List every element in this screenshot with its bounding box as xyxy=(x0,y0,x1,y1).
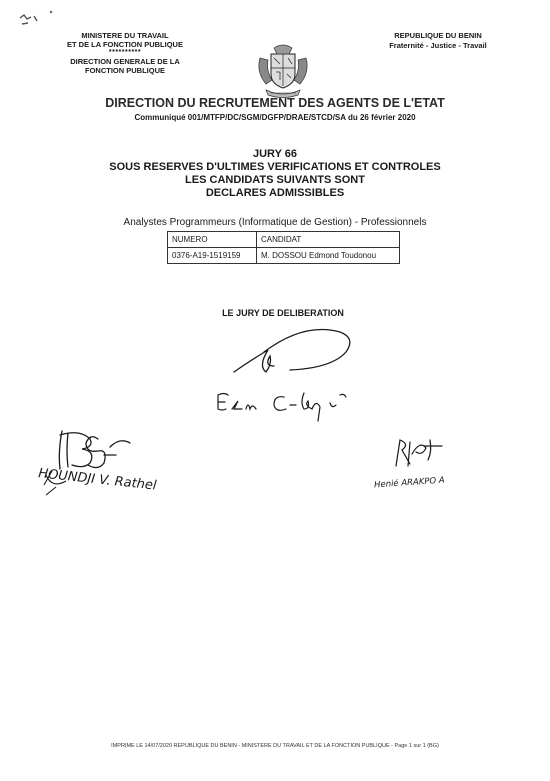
signature-center-name xyxy=(212,383,362,423)
ministry-line2: ET DE LA FONCTION PUBLIQUE xyxy=(67,40,183,49)
direction-line2: FONCTION PUBLIQUE xyxy=(85,66,165,75)
header-right xyxy=(372,31,504,51)
column-header-candidat: CANDIDAT xyxy=(257,232,400,248)
national-motto: Fraternité - Justice - Travail xyxy=(389,41,487,50)
jury-line3: LES CANDIDATS SUIVANTS SONT xyxy=(185,174,365,186)
signature-right-name xyxy=(374,476,445,491)
table-header-row xyxy=(168,232,400,248)
candidate-number: 0376-A19-1519159 xyxy=(168,248,257,264)
document-title: DIRECTION DU RECRUTEMENT DES AGENTS DE L'ETAT xyxy=(105,96,445,110)
page-footer: IMPRIME LE 14/07/2020 REPUBLIQUE DU BENIN - MINISTERE DU TRAVAIL ET DE LA FONCTION PUBLIQUE - Page 1 sur 1 (BG) xyxy=(111,743,439,749)
header-left xyxy=(40,31,210,75)
jury-block xyxy=(0,148,550,200)
column-header-numero: NUMERO xyxy=(168,232,257,248)
exam-subject: Analystes Programmeurs (Informatique de Gestion) - Professionnels xyxy=(123,217,427,228)
country-name: REPUBLIQUE DU BENIN xyxy=(394,31,482,40)
candidate-name: M. DOSSOU Edmond Toudonou xyxy=(257,248,400,264)
handwritten-name-right: Henié ARAKPO A xyxy=(373,475,446,491)
direction-line1: DIRECTION GENERALE DE LA xyxy=(70,57,180,66)
ministry-line1: MINISTERE DU TRAVAIL xyxy=(81,31,169,40)
coat-of-arms-icon xyxy=(254,44,312,100)
candidates-table xyxy=(167,231,400,264)
table-row xyxy=(168,248,400,264)
jury-number: JURY 66 xyxy=(252,148,298,160)
header-separator: ********** xyxy=(108,49,142,56)
jury-line4: DECLARES ADMISSIBLES xyxy=(205,187,345,199)
signature-right xyxy=(390,436,450,472)
handwritten-name-left: HOUNDJI V. Rathel xyxy=(37,466,158,494)
communique-reference: Communiqué 001/MTFP/DC/SGM/DGFP/DRAE/STCD/SA du 26 février 2020 xyxy=(134,113,416,122)
signature-center-top xyxy=(228,322,358,382)
jury-line2: SOUS RESERVES D'ULTIMES VERIFICATIONS ET CONTROLES xyxy=(109,161,441,173)
jury-section-title: LE JURY DE DELIBERATION xyxy=(222,308,344,318)
